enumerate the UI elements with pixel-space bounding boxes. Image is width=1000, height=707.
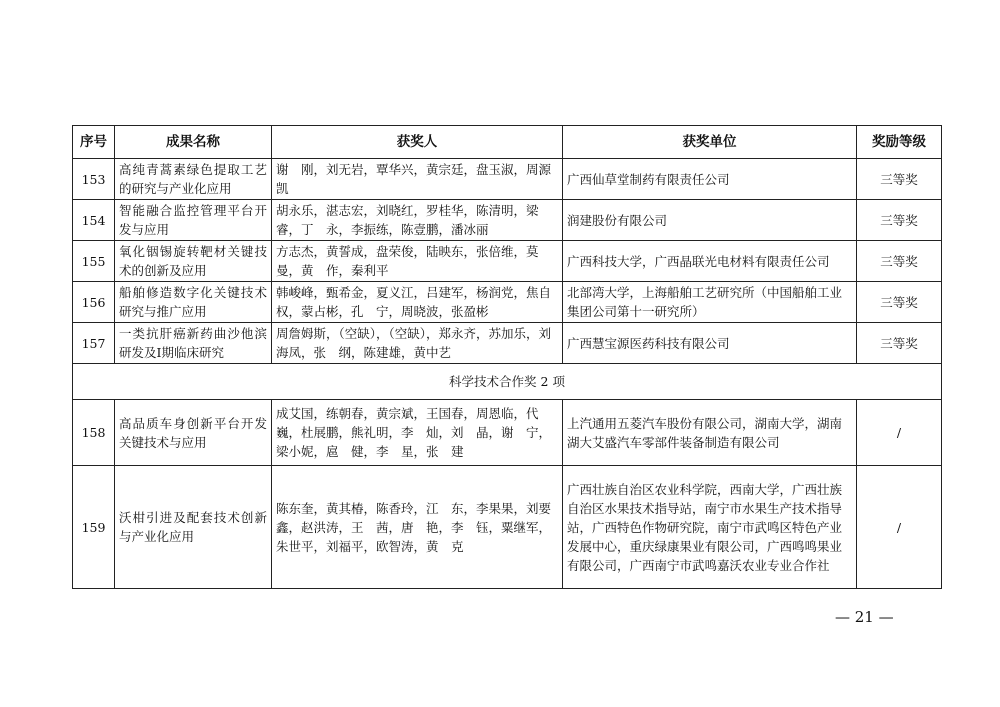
award-units: 上汽通用五菱汽车股份有限公司，湖南大学，湖南湖大艾盛汽车零部件装备制造有限公司 [563, 400, 857, 466]
row-number: 159 [73, 466, 115, 589]
table-row [73, 241, 942, 282]
header-award-units: 获奖单位 [563, 126, 857, 159]
row-number: 153 [73, 159, 115, 200]
table-row [73, 466, 942, 589]
award-level: 三等奖 [857, 241, 942, 282]
row-number: 155 [73, 241, 115, 282]
award-winners: 胡永乐，湛志宏，刘晓红，罗桂华，陈清明，梁 睿，丁 永，李振练，陈壹鹏，潘冰丽 [272, 200, 563, 241]
award-level: 三等奖 [857, 159, 942, 200]
achievement-name: 高品质车身创新平台开发关键技术与应用 [115, 400, 272, 466]
award-winners: 方志杰，黄誓成，盘荣俊，陆映东，张倍维，莫 曼，黄 作，秦利平 [272, 241, 563, 282]
table-row [73, 400, 942, 466]
award-units: 广西壮族自治区农业科学院，西南大学，广西壮族自治区水果技术指导站，南宁市水果生产技术指导站，广西特色作物研究院，南宁市武鸣区特色产业发展中心，重庆绿康果业有限公司，广西鸣鸣果业有限公司，广西南宁市武鸣嘉沃农业专业合作社 [563, 466, 857, 589]
award-level: / [857, 466, 942, 589]
award-units: 北部湾大学，上海船舶工艺研究所（中国船舶工业集团公司第十一研究所） [563, 282, 857, 323]
achievement-name: 船舶修造数字化关键技术研究与推广应用 [115, 282, 272, 323]
header-achievement-name: 成果名称 [115, 126, 272, 159]
header-row [73, 126, 942, 159]
section-row [73, 364, 942, 400]
row-number: 157 [73, 323, 115, 364]
award-units: 广西慧宝源医药科技有限公司 [563, 323, 857, 364]
award-winners: 韩峻峰，甄希金，夏义江，吕建军，杨润党，焦自权，蒙占彬，孔 宁，周晓波，张盈彬 [272, 282, 563, 323]
achievement-name: 沃柑引进及配套技术创新与产业化应用 [115, 466, 272, 589]
achievement-name: 氧化铟锡旋转靶材关键技术的创新及应用 [115, 241, 272, 282]
award-units: 润建股份有限公司 [563, 200, 857, 241]
table-row [73, 282, 942, 323]
awards-table [72, 125, 942, 589]
award-units: 广西科技大学，广西晶联光电材料有限责任公司 [563, 241, 857, 282]
row-number: 154 [73, 200, 115, 241]
award-level: / [857, 400, 942, 466]
header-award-level: 奖励等级 [857, 126, 942, 159]
award-level: 三等奖 [857, 200, 942, 241]
award-level: 三等奖 [857, 282, 942, 323]
award-winners: 陈东奎，黄其椿，陈香玲，江 东，李果果，刘要鑫，赵洪涛，王 茜，唐 艳，李 钰，粟继军，朱世平，刘福平，欧智涛，黄 克 [272, 466, 563, 589]
header-award-winners: 获奖人 [272, 126, 563, 159]
row-number: 158 [73, 400, 115, 466]
header-serial-number: 序号 [73, 126, 115, 159]
award-units: 广西仙草堂制药有限责任公司 [563, 159, 857, 200]
award-winners: 谢 刚，刘无岩，覃华兴，黄宗廷，盘玉淑，周源凯 [272, 159, 563, 200]
award-winners: 成艾国，练朝春，黄宗斌，王国春，周恩临，代 巍，杜展鹏，熊礼明，李 灿，刘 晶，谢 宁，梁小妮，扈 健，李 星，张 建 [272, 400, 563, 466]
award-winners: 周詹姆斯，（空缺），（空缺），郑永齐，苏加乐，刘海凤，张 纲，陈建雄，黄中艺 [272, 323, 563, 364]
table-row [73, 159, 942, 200]
section-title: 科学技术合作奖 2 项 [73, 364, 942, 400]
achievement-name: 一类抗肝癌新药曲沙他滨研发及Ⅰ期临床研究 [115, 323, 272, 364]
table-row [73, 200, 942, 241]
achievement-name: 高纯青蒿素绿色提取工艺的研究与产业化应用 [115, 159, 272, 200]
page-number: — 21 — [835, 608, 894, 626]
table-row [73, 323, 942, 364]
award-level: 三等奖 [857, 323, 942, 364]
row-number: 156 [73, 282, 115, 323]
achievement-name: 智能融合监控管理平台开发与应用 [115, 200, 272, 241]
